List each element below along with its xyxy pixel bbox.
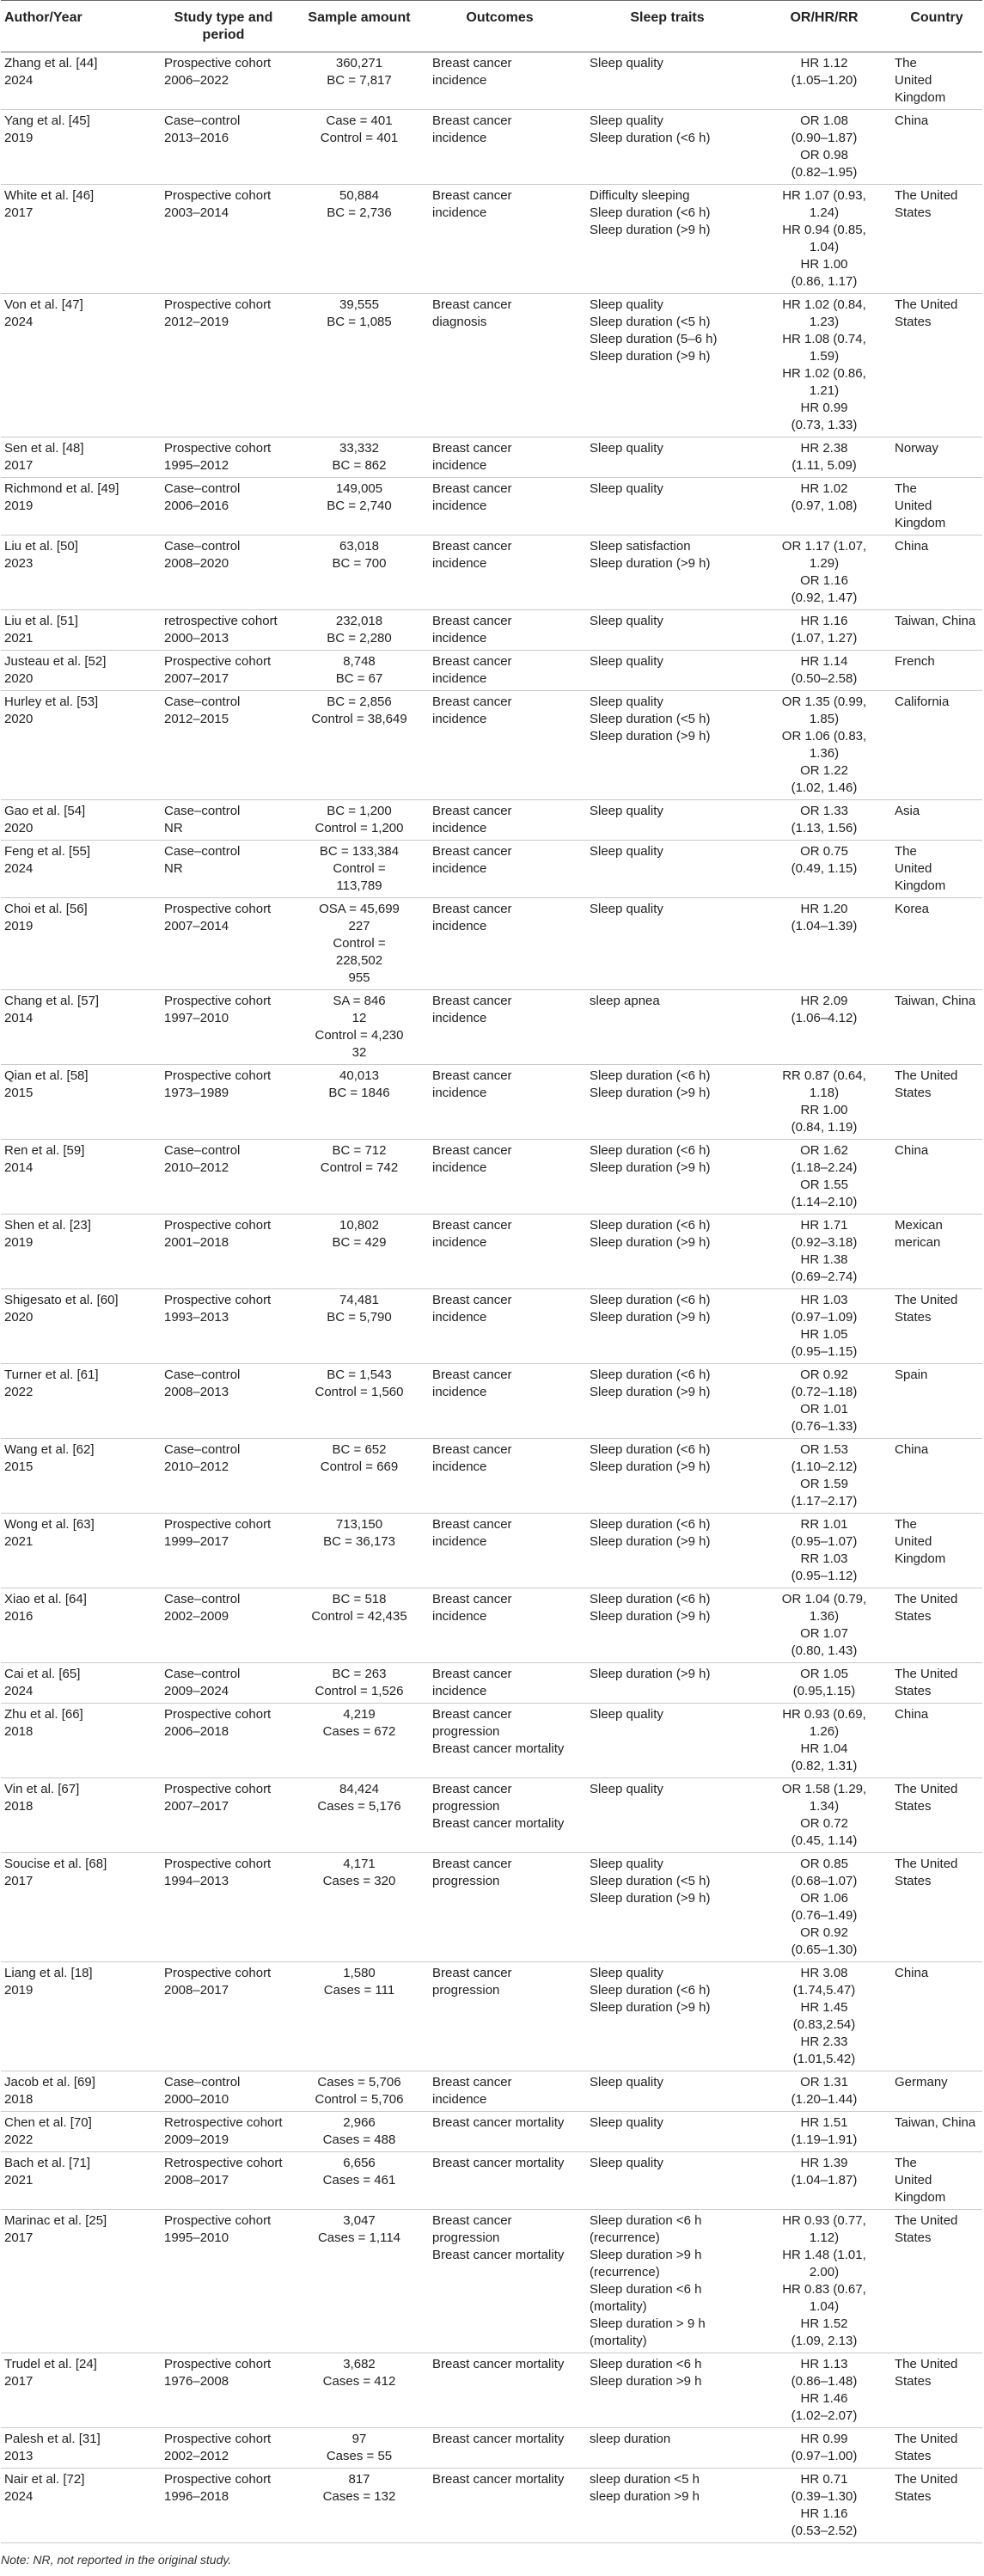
cell-sample-amount: 2,966 Cases = 488 [296, 2112, 422, 2152]
cell-or-hr-rr: HR 1.51 (1.19–1.91) [757, 2112, 891, 2152]
cell-country: Norway [891, 437, 982, 478]
cell-study-type: Case–control 2008–2013 [150, 1364, 296, 1439]
table-row [1, 841, 982, 898]
cell-sample-amount: BC = 2,856 Control = 38,649 [296, 691, 422, 800]
cell-outcomes: Breast cancer incidence [422, 898, 578, 990]
cell-sample-amount: 39,555 BC = 1,085 [296, 294, 422, 437]
cell-study-type: Prospective cohort 2002–2012 [150, 2428, 296, 2469]
cell-author-year: Von et al. [47] 2024 [1, 294, 150, 437]
table-row [1, 1778, 982, 1853]
cell-country: Asia [891, 800, 982, 841]
cell-author-year: Wong et al. [63] 2021 [1, 1514, 150, 1588]
cell-or-hr-rr: HR 0.99 (0.97–1.00) [757, 2428, 891, 2469]
cell-outcomes: Breast cancer diagnosis [422, 294, 578, 437]
cell-or-hr-rr: OR 1.31 (1.20–1.44) [757, 2071, 891, 2112]
header-author-year: Author/Year [1, 1, 150, 52]
cell-outcomes: Breast cancer mortality [422, 2353, 578, 2428]
cell-country: The United Kingdom [891, 478, 982, 535]
table-row [1, 1514, 982, 1588]
cell-sample-amount: 3,682 Cases = 412 [296, 2353, 422, 2428]
cell-outcomes: Breast cancer progression Breast cancer mortality [422, 2210, 578, 2353]
cell-sample-amount: Cases = 5,706 Control = 5,706 [296, 2071, 422, 2112]
cell-author-year: Choi et al. [56] 2019 [1, 898, 150, 990]
cell-or-hr-rr: HR 1.14 (0.50–2.58) [757, 651, 891, 691]
cell-country: California [891, 691, 982, 800]
cell-outcomes: Breast cancer mortality [422, 2428, 578, 2469]
cell-sleep-traits: Difficulty sleeping Sleep duration (<6 h) Sleep duration (>9 h) [578, 185, 757, 294]
table-row [1, 1289, 982, 1364]
cell-author-year: Jacob et al. [69] 2018 [1, 2071, 150, 2112]
table-row [1, 294, 982, 437]
cell-or-hr-rr: HR 1.12 (1.05–1.20) [757, 52, 891, 110]
cell-or-hr-rr: HR 1.07 (0.93, 1.24) HR 0.94 (0.85, 1.04) HR 1.00 (0.86, 1.17) [757, 185, 891, 294]
table-row [1, 691, 982, 800]
cell-country: The United States [891, 2469, 982, 2543]
cell-or-hr-rr: HR 1.03 (0.97–1.09) HR 1.05 (0.95–1.15) [757, 1289, 891, 1364]
cell-author-year: Zhu et al. [66] 2018 [1, 1704, 150, 1778]
cell-author-year: Palesh et al. [31] 2013 [1, 2428, 150, 2469]
cell-sleep-traits: Sleep duration (<6 h) Sleep duration (>9 h) [578, 1065, 757, 1140]
table-row [1, 800, 982, 841]
cell-country: The United States [891, 185, 982, 294]
header-sleep-traits: Sleep traits [578, 1, 757, 52]
cell-sample-amount: 4,171 Cases = 320 [296, 1853, 422, 1962]
cell-sample-amount: 232,018 BC = 2,280 [296, 610, 422, 651]
header-study-type: Study type and period [150, 1, 296, 52]
cell-or-hr-rr: OR 1.04 (0.79, 1.36) OR 1.07 (0.80, 1.43) [757, 1588, 891, 1663]
study-table [1, 0, 982, 2543]
cell-study-type: Case–control 2002–2009 [150, 1588, 296, 1663]
cell-study-type: Prospective cohort 2007–2014 [150, 898, 296, 990]
cell-outcomes: Breast cancer mortality [422, 2112, 578, 2152]
cell-outcomes: Breast cancer incidence [422, 1215, 578, 1289]
cell-country: The United States [891, 2210, 982, 2353]
cell-study-type: Case–control 2008–2020 [150, 535, 296, 610]
cell-outcomes: Breast cancer incidence [422, 1514, 578, 1588]
table-row [1, 2428, 982, 2469]
cell-sample-amount: 4,219 Cases = 672 [296, 1704, 422, 1778]
cell-country: The United States [891, 2428, 982, 2469]
cell-outcomes: Breast cancer mortality [422, 2152, 578, 2210]
table-row [1, 110, 982, 185]
cell-or-hr-rr: OR 1.58 (1.29, 1.34) OR 0.72 (0.45, 1.14) [757, 1778, 891, 1853]
cell-author-year: Yang et al. [45] 2019 [1, 110, 150, 185]
cell-sample-amount: 33,332 BC = 862 [296, 437, 422, 478]
cell-sleep-traits: Sleep quality Sleep duration (<5 h) Sleep duration (>9 h) [578, 1853, 757, 1962]
cell-country: China [891, 110, 982, 185]
cell-or-hr-rr: OR 1.08 (0.90–1.87) OR 0.98 (0.82–1.95) [757, 110, 891, 185]
cell-study-type: Prospective cohort 1999–2017 [150, 1514, 296, 1588]
cell-country: The United States [891, 1065, 982, 1140]
cell-outcomes: Breast cancer incidence [422, 2071, 578, 2112]
table-row [1, 1364, 982, 1439]
cell-author-year: Shen et al. [23] 2019 [1, 1215, 150, 1289]
cell-sleep-traits: Sleep quality [578, 898, 757, 990]
cell-or-hr-rr: OR 1.62 (1.18–2.24) OR 1.55 (1.14–2.10) [757, 1140, 891, 1215]
cell-sample-amount: SA = 846 12 Control = 4,230 32 [296, 990, 422, 1065]
cell-sample-amount: 149,005 BC = 2,740 [296, 478, 422, 535]
table-row [1, 535, 982, 610]
cell-sample-amount: 713,150 BC = 36,173 [296, 1514, 422, 1588]
cell-sample-amount: 3,047 Cases = 1,114 [296, 2210, 422, 2353]
cell-country: China [891, 1439, 982, 1514]
table-row [1, 1588, 982, 1663]
cell-country: Germany [891, 2071, 982, 2112]
cell-sample-amount: OSA = 45,699 227 Control = 228,502 955 [296, 898, 422, 990]
cell-country: China [891, 535, 982, 610]
cell-sleep-traits: Sleep quality [578, 1704, 757, 1778]
cell-country: The United States [891, 294, 982, 437]
cell-sample-amount: 97 Cases = 55 [296, 2428, 422, 2469]
cell-author-year: Wang et al. [62] 2015 [1, 1439, 150, 1514]
cell-sleep-traits: Sleep quality [578, 1778, 757, 1853]
table-row [1, 1065, 982, 1140]
cell-or-hr-rr: OR 1.33 (1.13, 1.56) [757, 800, 891, 841]
cell-study-type: Prospective cohort 1995–2012 [150, 437, 296, 478]
cell-outcomes: Breast cancer incidence [422, 1140, 578, 1215]
cell-study-type: Prospective cohort 1976–2008 [150, 2353, 296, 2428]
cell-outcomes: Breast cancer incidence [422, 1364, 578, 1439]
cell-sample-amount: 1,580 Cases = 111 [296, 1962, 422, 2071]
table-row [1, 990, 982, 1065]
cell-outcomes: Breast cancer incidence [422, 1439, 578, 1514]
cell-author-year: Chang et al. [57] 2014 [1, 990, 150, 1065]
cell-sleep-traits: sleep duration <5 h sleep duration >9 h [578, 2469, 757, 2543]
cell-study-type: Prospective cohort 2012–2019 [150, 294, 296, 437]
cell-country: The United States [891, 1663, 982, 1704]
cell-sleep-traits: Sleep duration (<6 h) Sleep duration (>9 h) [578, 1215, 757, 1289]
cell-or-hr-rr: HR 3.08 (1.74,5.47) HR 1.45 (0.83,2.54) HR 2.33 (1.01,5.42) [757, 1962, 891, 2071]
cell-or-hr-rr: OR 1.05 (0.95,1.15) [757, 1663, 891, 1704]
cell-sample-amount: BC = 1,543 Control = 1,560 [296, 1364, 422, 1439]
cell-outcomes: Breast cancer incidence [422, 1289, 578, 1364]
table-row [1, 1215, 982, 1289]
cell-sample-amount: 10,802 BC = 429 [296, 1215, 422, 1289]
cell-author-year: Zhang et al. [44] 2024 [1, 52, 150, 110]
cell-sleep-traits: Sleep quality [578, 2152, 757, 2210]
table-row [1, 478, 982, 535]
cell-author-year: Hurley et al. [53] 2020 [1, 691, 150, 800]
table-row [1, 1853, 982, 1962]
cell-author-year: Liang et al. [18] 2019 [1, 1962, 150, 2071]
cell-or-hr-rr: HR 2.09 (1.06–4.12) [757, 990, 891, 1065]
cell-study-type: Retrospective cohort 2008–2017 [150, 2152, 296, 2210]
cell-study-type: Case–control 2006–2016 [150, 478, 296, 535]
cell-or-hr-rr: HR 0.93 (0.69, 1.26) HR 1.04 (0.82, 1.31) [757, 1704, 891, 1778]
cell-or-hr-rr: HR 1.39 (1.04–1.87) [757, 2152, 891, 2210]
table-row [1, 898, 982, 990]
table-row [1, 2112, 982, 2152]
cell-country: French [891, 651, 982, 691]
cell-sample-amount: 40,013 BC = 1846 [296, 1065, 422, 1140]
table-row [1, 1962, 982, 2071]
cell-study-type: Case–control 2010–2012 [150, 1140, 296, 1215]
cell-author-year: Liu et al. [50] 2023 [1, 535, 150, 610]
cell-author-year: Marinac et al. [25] 2017 [1, 2210, 150, 2353]
cell-author-year: Feng et al. [55] 2024 [1, 841, 150, 898]
cell-sample-amount: 8,748 BC = 67 [296, 651, 422, 691]
table-row [1, 1663, 982, 1704]
cell-sleep-traits: Sleep satisfaction Sleep duration (>9 h) [578, 535, 757, 610]
cell-or-hr-rr: OR 0.75 (0.49, 1.15) [757, 841, 891, 898]
cell-sample-amount: BC = 263 Control = 1,526 [296, 1663, 422, 1704]
cell-or-hr-rr: HR 1.16 (1.07, 1.27) [757, 610, 891, 651]
table-row [1, 185, 982, 294]
cell-or-hr-rr: OR 0.85 (0.68–1.07) OR 1.06 (0.76–1.49) OR 0.92 (0.65–1.30) [757, 1853, 891, 1962]
cell-sample-amount: BC = 1,200 Control = 1,200 [296, 800, 422, 841]
header-sample-amount: Sample amount [296, 1, 422, 52]
cell-study-type: Prospective cohort 2007–2017 [150, 651, 296, 691]
cell-study-type: Prospective cohort 2006–2022 [150, 52, 296, 110]
cell-author-year: Richmond et al. [49] 2019 [1, 478, 150, 535]
cell-study-type: Prospective cohort 1993–2013 [150, 1289, 296, 1364]
table-note: Note: NR, not reported in the original study. [1, 2553, 232, 2567]
cell-sample-amount: 6,656 Cases = 461 [296, 2152, 422, 2210]
cell-sleep-traits: Sleep quality [578, 478, 757, 535]
cell-sample-amount: 817 Cases = 132 [296, 2469, 422, 2543]
cell-outcomes: Breast cancer incidence [422, 535, 578, 610]
cell-study-type: Prospective cohort 2001–2018 [150, 1215, 296, 1289]
cell-author-year: Chen et al. [70] 2022 [1, 2112, 150, 2152]
cell-sample-amount: 50,884 BC = 2,736 [296, 185, 422, 294]
cell-study-type: Retrospective cohort 2009–2019 [150, 2112, 296, 2152]
cell-sleep-traits: Sleep duration (<6 h) Sleep duration (>9 h) [578, 1588, 757, 1663]
cell-study-type: Prospective cohort 1994–2013 [150, 1853, 296, 1962]
cell-country: China [891, 1962, 982, 2071]
cell-study-type: Case–control 2010–2012 [150, 1439, 296, 1514]
cell-or-hr-rr: HR 0.71 (0.39–1.30) HR 1.16 (0.53–2.52) [757, 2469, 891, 2543]
cell-sleep-traits: Sleep duration (<6 h) Sleep duration (>9 h) [578, 1140, 757, 1215]
cell-outcomes: Breast cancer incidence [422, 478, 578, 535]
cell-or-hr-rr: HR 1.13 (0.86–1.48) HR 1.46 (1.02–2.07) [757, 2353, 891, 2428]
cell-country: The United States [891, 2353, 982, 2428]
cell-author-year: Turner et al. [61] 2022 [1, 1364, 150, 1439]
cell-country: Mexican merican [891, 1215, 982, 1289]
cell-author-year: Vin et al. [67] 2018 [1, 1778, 150, 1853]
cell-outcomes: Breast cancer incidence [422, 52, 578, 110]
cell-author-year: Trudel et al. [24] 2017 [1, 2353, 150, 2428]
cell-study-type: Prospective cohort 2008–2017 [150, 1962, 296, 2071]
cell-or-hr-rr: HR 1.71 (0.92–3.18) HR 1.38 (0.69–2.74) [757, 1215, 891, 1289]
cell-outcomes: Breast cancer incidence [422, 110, 578, 185]
cell-sleep-traits: Sleep quality [578, 651, 757, 691]
cell-or-hr-rr: HR 1.02 (0.84, 1.23) HR 1.08 (0.74, 1.59) HR 1.02 (0.86, 1.21) HR 0.99 (0.73, 1.33) [757, 294, 891, 437]
cell-outcomes: Breast cancer incidence [422, 841, 578, 898]
cell-study-type: Case–control NR [150, 800, 296, 841]
cell-sleep-traits: sleep duration [578, 2428, 757, 2469]
table-row [1, 52, 982, 110]
cell-sample-amount: BC = 652 Control = 669 [296, 1439, 422, 1514]
cell-or-hr-rr: OR 0.92 (0.72–1.18) OR 1.01 (0.76–1.33) [757, 1364, 891, 1439]
table-header [1, 1, 982, 52]
cell-author-year: Gao et al. [54] 2020 [1, 800, 150, 841]
cell-sleep-traits: Sleep quality [578, 52, 757, 110]
cell-sleep-traits: Sleep duration (<6 h) Sleep duration (>9 h) [578, 1289, 757, 1364]
table-row [1, 651, 982, 691]
cell-author-year: Cai et al. [65] 2024 [1, 1663, 150, 1704]
table-row [1, 610, 982, 651]
table-row [1, 437, 982, 478]
cell-or-hr-rr: OR 1.53 (1.10–2.12) OR 1.59 (1.17–2.17) [757, 1439, 891, 1514]
cell-outcomes: Breast cancer incidence [422, 185, 578, 294]
cell-sleep-traits: Sleep quality [578, 2071, 757, 2112]
cell-sample-amount: Case = 401 Control = 401 [296, 110, 422, 185]
cell-sleep-traits: Sleep duration (<6 h) Sleep duration (>9 h) [578, 1439, 757, 1514]
cell-author-year: White et al. [46] 2017 [1, 185, 150, 294]
cell-sleep-traits: sleep apnea [578, 990, 757, 1065]
cell-outcomes: Breast cancer progression Breast cancer mortality [422, 1704, 578, 1778]
cell-or-hr-rr: HR 1.20 (1.04–1.39) [757, 898, 891, 990]
cell-study-type: Prospective cohort 1996–2018 [150, 2469, 296, 2543]
cell-author-year: Bach et al. [71] 2021 [1, 2152, 150, 2210]
cell-sleep-traits: Sleep quality [578, 841, 757, 898]
cell-study-type: Case–control 2000–2010 [150, 2071, 296, 2112]
cell-author-year: Liu et al. [51] 2021 [1, 610, 150, 651]
cell-country: The United Kingdom [891, 52, 982, 110]
cell-or-hr-rr: HR 2.38 (1.11, 5.09) [757, 437, 891, 478]
table-row [1, 2152, 982, 2210]
cell-sleep-traits: Sleep quality [578, 2112, 757, 2152]
cell-country: The United States [891, 1778, 982, 1853]
cell-sample-amount: 74,481 BC = 5,790 [296, 1289, 422, 1364]
cell-outcomes: Breast cancer progression Breast cancer mortality [422, 1778, 578, 1853]
cell-author-year: Shigesato et al. [60] 2020 [1, 1289, 150, 1364]
cell-outcomes: Breast cancer incidence [422, 1663, 578, 1704]
cell-study-type: retrospective cohort 2000–2013 [150, 610, 296, 651]
cell-author-year: Sen et al. [48] 2017 [1, 437, 150, 478]
cell-outcomes: Breast cancer incidence [422, 651, 578, 691]
cell-study-type: Prospective cohort 1973–1989 [150, 1065, 296, 1140]
cell-sleep-traits: Sleep duration <6 h (recurrence) Sleep duration >9 h (recurrence) Sleep duration <6 h (mortality) Sleep duration > 9 h (mortality) [578, 2210, 757, 2353]
cell-sleep-traits: Sleep quality Sleep duration (<6 h) [578, 110, 757, 185]
cell-author-year: Qian et al. [58] 2015 [1, 1065, 150, 1140]
cell-sleep-traits: Sleep duration <6 h Sleep duration >9 h [578, 2353, 757, 2428]
cell-country: Taiwan, China [891, 2112, 982, 2152]
cell-or-hr-rr: HR 0.93 (0.77, 1.12) HR 1.48 (1.01, 2.00) HR 0.83 (0.67, 1.04) HR 1.52 (1.09, 2.13) [757, 2210, 891, 2353]
cell-outcomes: Breast cancer incidence [422, 800, 578, 841]
cell-outcomes: Breast cancer incidence [422, 691, 578, 800]
cell-study-type: Prospective cohort 2006–2018 [150, 1704, 296, 1778]
cell-country: The United Kingdom [891, 1514, 982, 1588]
cell-author-year: Ren et al. [59] 2014 [1, 1140, 150, 1215]
header-outcomes: Outcomes [422, 1, 578, 52]
cell-country: China [891, 1140, 982, 1215]
cell-sleep-traits: Sleep quality Sleep duration (<6 h) Sleep duration (>9 h) [578, 1962, 757, 2071]
cell-study-type: Case–control 2013–2016 [150, 110, 296, 185]
table-row [1, 2071, 982, 2112]
cell-study-type: Prospective cohort 1997–2010 [150, 990, 296, 1065]
cell-sample-amount: 360,271 BC = 7,817 [296, 52, 422, 110]
cell-sleep-traits: Sleep quality [578, 610, 757, 651]
table-row [1, 1704, 982, 1778]
cell-country: Spain [891, 1364, 982, 1439]
cell-sleep-traits: Sleep quality [578, 437, 757, 478]
cell-author-year: Soucise et al. [68] 2017 [1, 1853, 150, 1962]
table-row [1, 1439, 982, 1514]
cell-or-hr-rr: RR 0.87 (0.64, 1.18) RR 1.00 (0.84, 1.19) [757, 1065, 891, 1140]
cell-country: The United Kingdom [891, 2152, 982, 2210]
cell-country: The United States [891, 1588, 982, 1663]
cell-sample-amount: BC = 133,384 Control = 113,789 [296, 841, 422, 898]
cell-study-type: Case–control NR [150, 841, 296, 898]
cell-study-type: Prospective cohort 2007–2017 [150, 1778, 296, 1853]
cell-outcomes: Breast cancer incidence [422, 1065, 578, 1140]
table-body [1, 52, 982, 2543]
cell-country: China [891, 1704, 982, 1778]
cell-study-type: Case–control 2009–2024 [150, 1663, 296, 1704]
table-row [1, 2353, 982, 2428]
cell-sleep-traits: Sleep quality Sleep duration (<5 h) Sleep duration (>9 h) [578, 691, 757, 800]
cell-outcomes: Breast cancer incidence [422, 610, 578, 651]
cell-sample-amount: BC = 518 Control = 42,435 [296, 1588, 422, 1663]
cell-country: Taiwan, China [891, 990, 982, 1065]
cell-author-year: Xiao et al. [64] 2016 [1, 1588, 150, 1663]
cell-sample-amount: BC = 712 Control = 742 [296, 1140, 422, 1215]
cell-outcomes: Breast cancer progression [422, 1962, 578, 2071]
cell-country: Korea [891, 898, 982, 990]
cell-outcomes: Breast cancer mortality [422, 2469, 578, 2543]
cell-sleep-traits: Sleep quality Sleep duration (<5 h) Sleep duration (5–6 h) Sleep duration (>9 h) [578, 294, 757, 437]
cell-country: The United States [891, 1289, 982, 1364]
header-or-hr-rr: OR/HR/RR [757, 1, 891, 52]
cell-author-year: Nair et al. [72] 2024 [1, 2469, 150, 2543]
cell-sleep-traits: Sleep duration (<6 h) Sleep duration (>9 h) [578, 1364, 757, 1439]
cell-outcomes: Breast cancer incidence [422, 437, 578, 478]
cell-outcomes: Breast cancer incidence [422, 990, 578, 1065]
cell-country: The United States [891, 1853, 982, 1962]
header-country: Country [891, 1, 982, 52]
cell-or-hr-rr: RR 1.01 (0.95–1.07) RR 1.03 (0.95–1.12) [757, 1514, 891, 1588]
cell-sleep-traits: Sleep duration (>9 h) [578, 1663, 757, 1704]
table-row [1, 2469, 982, 2543]
cell-or-hr-rr: OR 1.35 (0.99, 1.85) OR 1.06 (0.83, 1.36) OR 1.22 (1.02, 1.46) [757, 691, 891, 800]
cell-or-hr-rr: HR 1.02 (0.97, 1.08) [757, 478, 891, 535]
table-row [1, 2210, 982, 2353]
cell-country: Taiwan, China [891, 610, 982, 651]
table-row [1, 1140, 982, 1215]
cell-sample-amount: 84,424 Cases = 5,176 [296, 1778, 422, 1853]
cell-author-year: Justeau et al. [52] 2020 [1, 651, 150, 691]
cell-or-hr-rr: OR 1.17 (1.07, 1.29) OR 1.16 (0.92, 1.47) [757, 535, 891, 610]
cell-outcomes: Breast cancer progression [422, 1853, 578, 1962]
cell-study-type: Case–control 2012–2015 [150, 691, 296, 800]
cell-country: The United Kingdom [891, 841, 982, 898]
cell-study-type: Prospective cohort 1995–2010 [150, 2210, 296, 2353]
cell-study-type: Prospective cohort 2003–2014 [150, 185, 296, 294]
cell-sleep-traits: Sleep duration (<6 h) Sleep duration (>9 h) [578, 1514, 757, 1588]
cell-sleep-traits: Sleep quality [578, 800, 757, 841]
cell-sample-amount: 63,018 BC = 700 [296, 535, 422, 610]
cell-outcomes: Breast cancer incidence [422, 1588, 578, 1663]
